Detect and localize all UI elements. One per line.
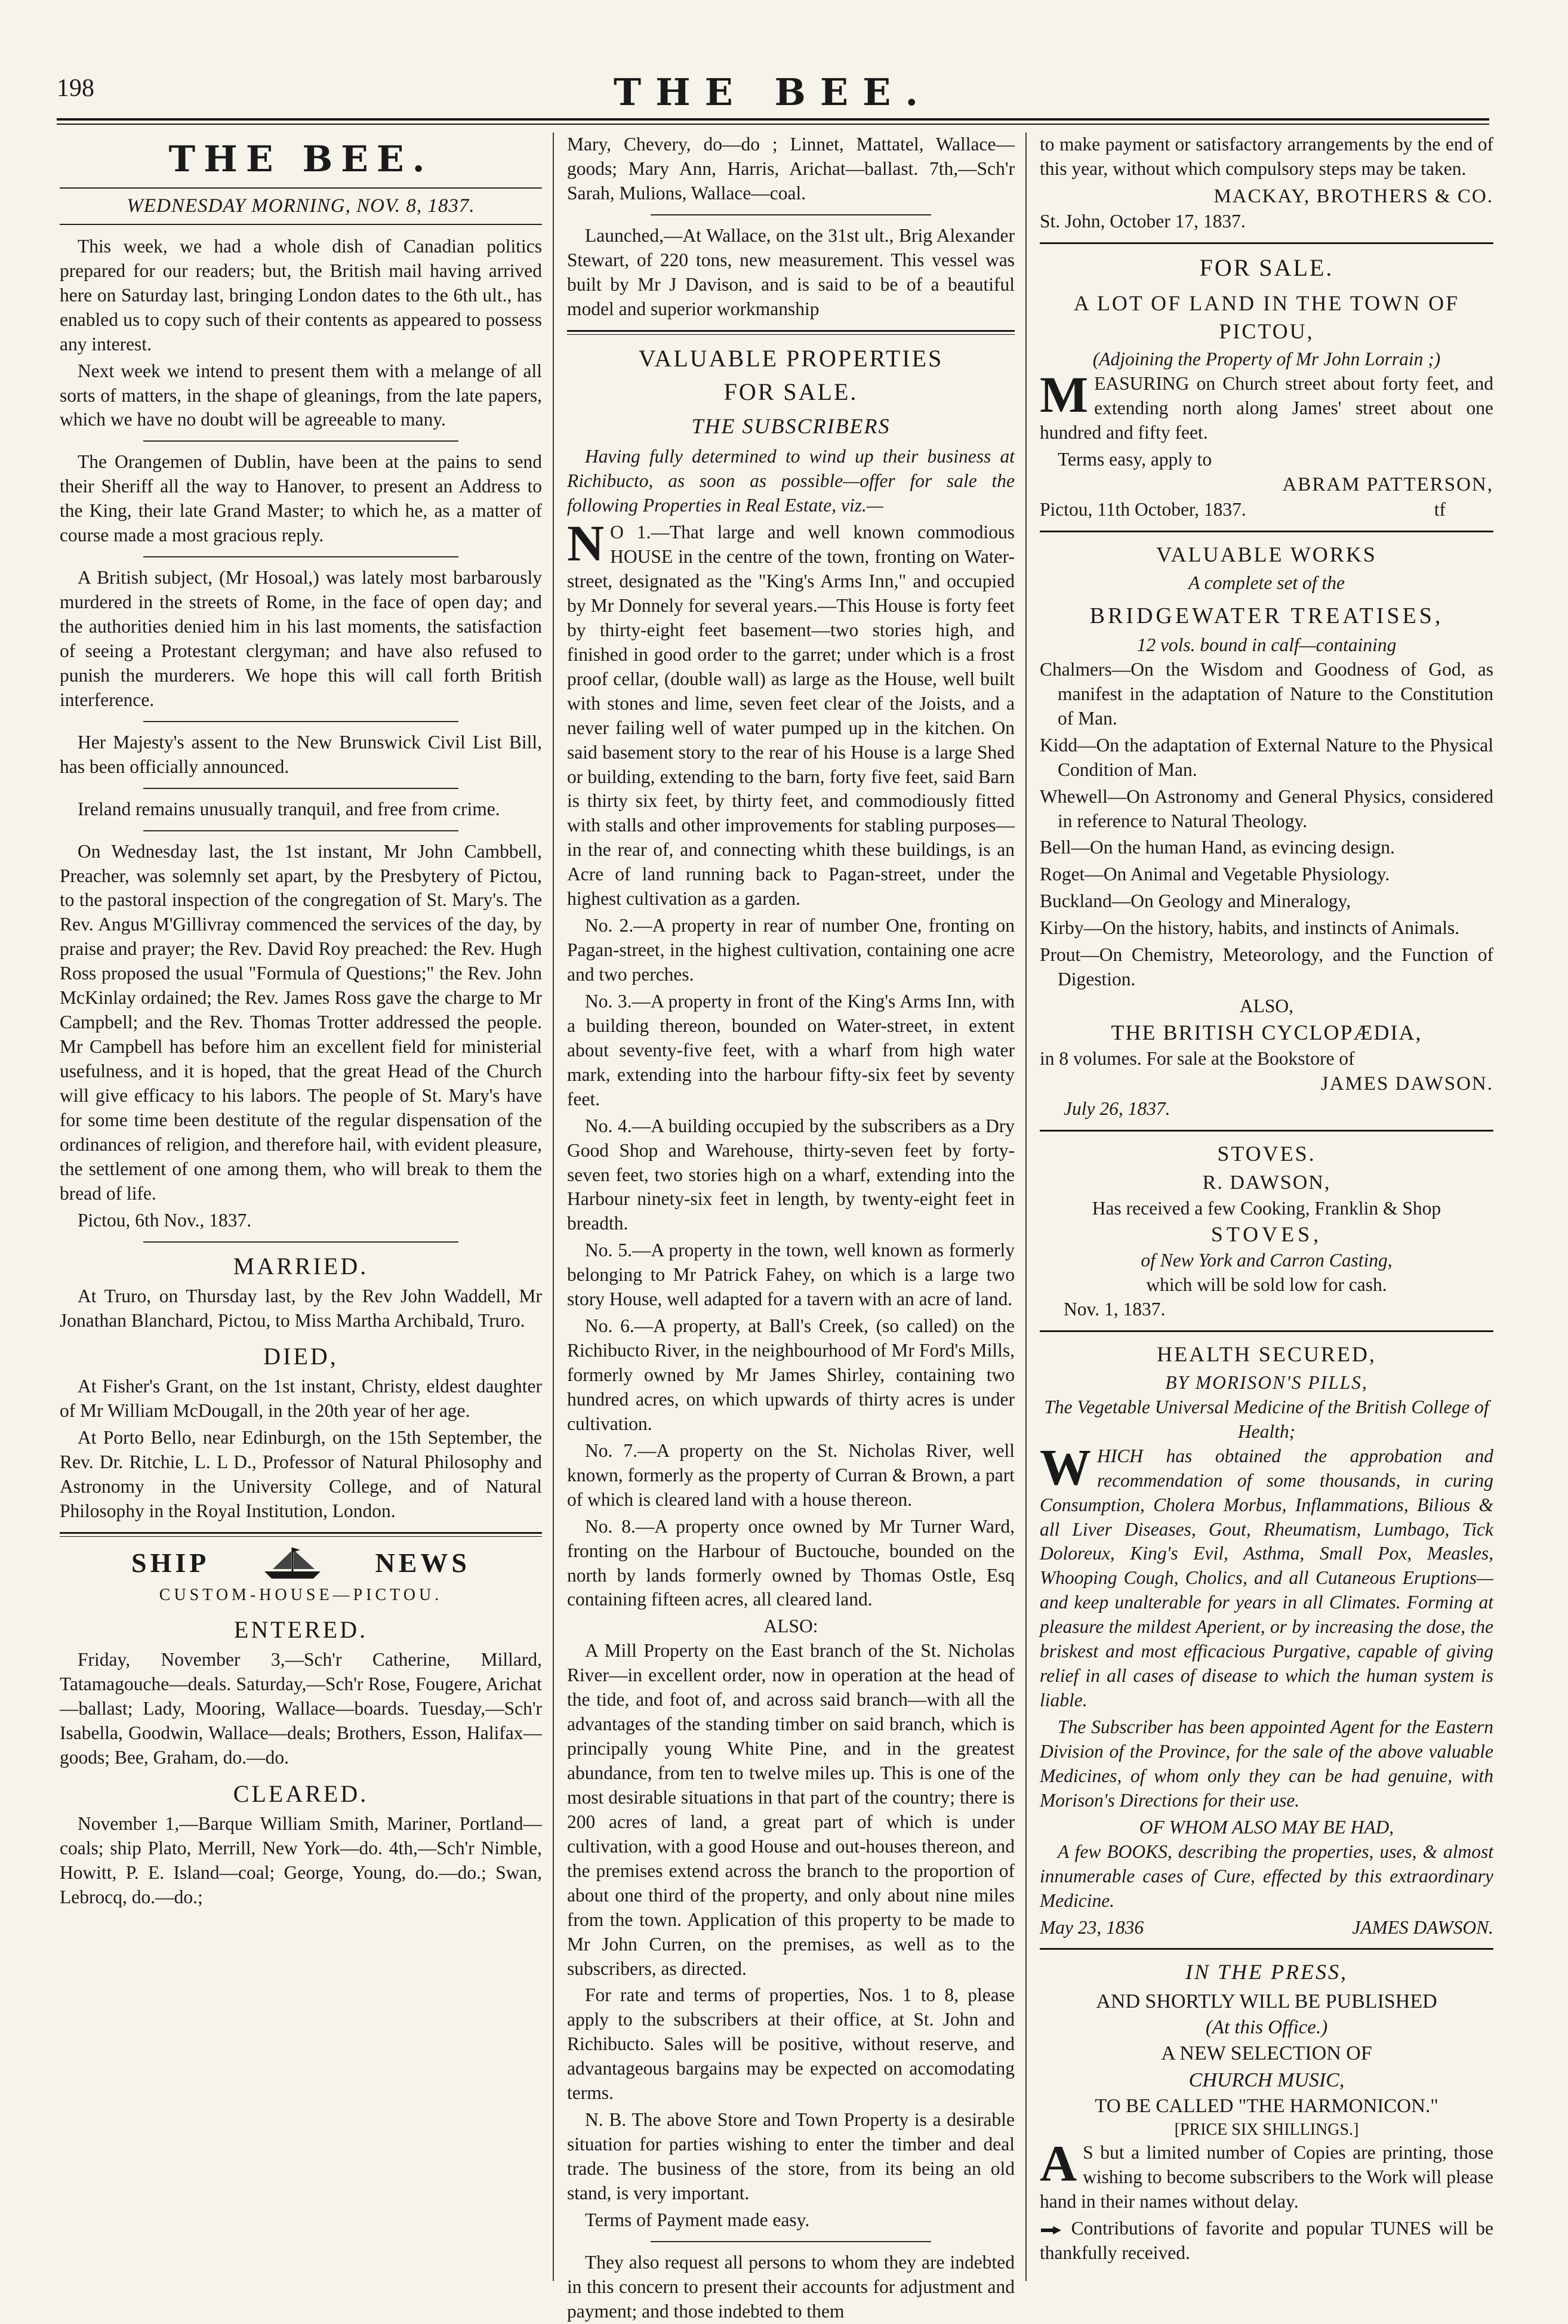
- column-2: [567, 132, 1015, 2322]
- press-heading: IN THE PRESS,: [1185, 1960, 1348, 1984]
- press-price: [PRICE SIX SHILLINGS.]: [1174, 2120, 1359, 2139]
- drop-cap: M: [1040, 366, 1089, 424]
- works-also: ALSO,: [1239, 995, 1294, 1017]
- works-list-item: Roget—On Animal and Vegetable Physiology.: [1040, 864, 1390, 885]
- property-item: N O 1.—That large and well known commodious HOUSE in the centre of the town, fronting on Water-street, designated as the "King's Arms Inn," and occupied by Mr Donnely for several years.—This House is forty feet by thirty-eight feet basement—two stories high, and finished in good order to the garret; under which is a frost proof cellar, (double wall) as large as the House, well built with stones and lime, seven feet clear of the Joists, and a never failing well of water pumped up in the kitchen. On said basement story to the rear of his House is a large Shed or building, extending to the barn, forty five feet, said Barn is thirty six feet, by thirty feet, and commodiously fitted with stalls and other improvements for stabling purposes—in the rear of, and connecting whith these buildings, is an Acre of land running back to Pagan-street, under the highest cultivation as a garden.: [567, 514, 1015, 910]
- editorial-title: THE BEE.: [168, 138, 433, 180]
- subscribers-heading: THE SUBSCRIBERS: [691, 414, 891, 438]
- property-item: No. 7.—A property on the St. Nicholas River, well known, formerly as the property of Curran & Brown, a part of which is cleared land with a house thereon.: [567, 1440, 1015, 1510]
- press-line: A NEW SELECTION OF: [1161, 2042, 1372, 2065]
- article-paragraph: On Wednesday last, the 1st instant, Mr John Cambbell, Preacher, was solemnly set apart, by the Presbytery of Pictou, to the pastoral inspection of the congregation of St. Mary's. The Rev. Angus M'Gillivray commenced the services of the day, by praise and prayer; the Rev. David Roy preached: the Rev. Hugh Ross proposed the usual "Formula of Questions;" the Rev. John McKinlay ordained; the Rev. James Ross gave the charge to Mr Campbell; and the Rev. Thomas Trotter addressed the people. Mr Campbell has before him an excellent field for ministerial usefulness, and it is hoped, that the great Head of the Church will give efficacy to his labors. The people of St. Mary's have for some time been destitute of the regular dispensation of the ordinances of religion, and therefore hail, with evident pleasure, the settlement of one among them, who will break to them the bread of life.: [60, 840, 542, 1204]
- property-item: No. 8.—A property once owned by Mr Turner Ward, fronting on the Harbour of Buctouche, bounded on the north by lands formerly owned by Thomas Ostle, Esq containing fifteen acres, all cleared land.: [567, 1515, 1015, 1610]
- health-also: OF WHOM ALSO MAY BE HAD,: [1139, 1816, 1394, 1838]
- divider: [143, 788, 458, 789]
- cleared-heading: CLEARED.: [233, 1780, 369, 1808]
- works-list-item: Kidd—On the adaptation of External Nature to the Physical Condition of Man.: [1040, 734, 1493, 780]
- lot-terms: Terms easy, apply to: [1058, 449, 1212, 470]
- cleared-list-continued: Mary, Chevery, do—do ; Linnet, Mattatel, Wallace—goods; Mary Ann, Harris, Arichat—ballast. 7th,—Sch'r Sarah, Mulions, Wallace—coal.: [567, 134, 1015, 204]
- masthead: THE BEE.: [613, 70, 933, 114]
- works-list-item: Kirby—On the history, habits, and instincts of Animals.: [1040, 917, 1460, 939]
- divider: [1040, 1948, 1493, 1950]
- married-heading: MARRIED.: [233, 1252, 369, 1280]
- stoves-title: STOVES,: [1210, 1222, 1323, 1247]
- article-paragraph: Ireland remains unusually tranquil, and free from crime.: [78, 798, 500, 819]
- stoves-seller: R. DAWSON,: [1202, 1172, 1331, 1194]
- page-header: [57, 70, 1489, 112]
- stoves-text: Has received a few Cooking, Franklin & Shop: [1092, 1197, 1441, 1219]
- press-line: TO BE CALLED "THE HARMONICON.": [1095, 2095, 1438, 2117]
- health-text: HICH has obtained the approbation and recommendation of some thousands, in curing Consumption, Cholera Morbus, Inflammations, Bilious & all Liver Diseases, Gout, Rheumatism, Lumbago, Tick Doloreux, King's Evil, Asthma, Small Pox, Measles, Whooping Cough, Cholics, and all Cutaneous Eruptions—and keep unalterable for years in all Climates. Forming at pleasure the mildest Aperient, or by increasing the dose, the briskest and most efficacious Purgative, capable of giving relief in all cases of disease to which the human system is liable.: [1040, 1445, 1493, 1711]
- works-heading: VALUABLE WORKS: [1156, 542, 1377, 566]
- works-title: BRIDGEWATER TREATISES,: [1089, 603, 1444, 628]
- cyclopaedia-title: THE BRITISH CYCLOPÆDIA,: [1111, 1021, 1422, 1044]
- column-divider: [1025, 132, 1027, 2281]
- for-sale-heading: FOR SALE.: [1199, 254, 1334, 281]
- cleared-list: November 1,—Barque William Smith, Mariner, Portland—coals; ship Plato, Merrill, New York—do. 4th,—Sch'r Nimble, Howitt, P. E. Island—coal; George, Young, do.—do.; Swan, Lebrocq, do.—do.;: [60, 1813, 542, 1907]
- property-item: No. 4.—A building occupied by the subscribers as a Dry Good Shop and Warehouse, thirty-seven feet by forty-seven feet, two stories high on a wharf, extending into the Harbour ninety-six feet in length, by twenty-eight feet in breadth.: [567, 1115, 1015, 1234]
- article-paragraph: This week, we had a whole dish of Canadian politics prepared for our readers; but, the British mail having arrived here on Saturday last, bringing London dates to the 6th ult., has enabled us to copy such of their contents as appeared to possess any interest.: [60, 235, 542, 355]
- property-item: No. 6.—A property, at Ball's Creek, (so called) on the Richibucto River, in the neighbourhood of Mr Ford's Mills, formerly owned by Mr James Shirley, containing two hundred acres, on which upwards of thirty acres is under cultivation.: [567, 1315, 1015, 1434]
- advert-date: St. John, October 17, 1837.: [1040, 210, 1246, 232]
- press-contributions: Contributions of favorite and popular TUNES will be thankfully received.: [1040, 2217, 1493, 2263]
- stoves-origin: of New York and Carron Casting,: [1141, 1250, 1393, 1271]
- page-number: 198: [57, 75, 94, 102]
- header-rule: [57, 118, 1489, 121]
- terms-paragraph: For rate and terms of properties, Nos. 1 to 8, please apply to the subscribers at their office, at St. John and Richibucto. Sales will be positive, without reserve, and advantageous bargains may be expected on accomodating terms.: [567, 1984, 1015, 2104]
- health-date: May 23, 1836: [1040, 1916, 1144, 1938]
- drop-cap: N: [567, 514, 605, 572]
- header-rule-thin: [57, 124, 1489, 125]
- launched-notice: Launched,—At Wallace, on the 31st ult., Brig Alexander Stewart, of 220 tons, new measurement. This vessel was built by Mr J Davison, and is said to be of a beautiful model and superior workmanship: [567, 224, 1015, 319]
- terms-payment: Terms of Payment made easy.: [585, 2209, 810, 2230]
- divider: [1040, 531, 1493, 532]
- article-paragraph: Her Majesty's assent to the New Brunswick Civil List Bill, has been officially announced.: [60, 731, 542, 777]
- health-by: BY MORISON'S PILLS,: [1165, 1371, 1368, 1393]
- died-heading: DIED,: [263, 1343, 338, 1370]
- works-list-item: Bell—On the human Hand, as evincing design.: [1040, 837, 1395, 858]
- properties-heading: VALUABLE PROPERTIES: [638, 344, 944, 372]
- divider: [1040, 242, 1493, 244]
- drop-cap: A: [1040, 2134, 1077, 2192]
- lot-date: Pictou, 11th October, 1837.: [1040, 498, 1246, 520]
- lot-subheading: (Adjoining the Property of Mr John Lorrain ;): [1092, 349, 1441, 370]
- also-heading: ALSO:: [763, 1616, 818, 1637]
- divider: [1040, 1130, 1493, 1132]
- died-notice: At Fisher's Grant, on the 1st instant, Christy, eldest daughter of Mr William McDougall, in the 20th year of her age.: [60, 1376, 542, 1422]
- lot-text: EASURING on Church street about forty feet, and extending north along James' street about one hundred and fifty feet.: [1040, 373, 1493, 443]
- married-notice: At Truro, on Thursday last, by the Rev John Waddell, Mr Jonathan Blanchard, Pictou, to Miss Martha Archibald, Truro.: [60, 1285, 542, 1331]
- request-continued: to make payment or satisfactory arrangements by the end of this year, without which compulsory steps may be taken.: [1040, 134, 1493, 179]
- pointing-hand-icon: [1040, 2224, 1064, 2237]
- works-date: July 26, 1837.: [1064, 1098, 1170, 1119]
- divider: [651, 214, 931, 215]
- article-paragraph: A British subject, (Mr Hosoal,) was lately most barbarously murdered in the streets of Rome, in the face of open day; and the authorities denied him in his last moments, the satisfaction of seeing a Protestant clergyman; and have also refused to punish the murderers. We hope this will call forth British interference.: [60, 567, 542, 710]
- section-divider: [60, 1532, 542, 1537]
- lot-tf: tf: [1434, 498, 1446, 520]
- entered-list: Friday, November 3,—Sch'r Catherine, Millard, Tatamagouche—deals. Saturday,—Sch'r Rose, Fougere, Arichat—ballast; Lady, Mooring, Wallace—boards. Tuesday,—Sch'r Isabella, Goodwin, Wallace—deals; Brothers, Esson, Halifax—goods; Bee, Graham, do.—do.: [60, 1649, 542, 1768]
- lot-heading: A LOT OF LAND IN THE TOWN OF PICTOU,: [1073, 291, 1460, 343]
- lot-signature: ABRAM PATTERSON,: [1282, 473, 1493, 495]
- section-divider: [567, 330, 1015, 335]
- divider: [143, 721, 458, 722]
- divider: [143, 830, 458, 831]
- article-paragraph: The Orangemen of Dublin, have been at the pains to send their Sheriff all the way to Hanover, to present an Address to the King, their late Grand Master; to which he, as a matter of course made a most gracious reply.: [60, 451, 542, 546]
- property-item: No. 3.—A property in front of the King's Arms Inn, with a building thereon, bounded on Water-street, in extent about seventy-five feet, with a wharf from high water mark, extending into the harbour fifty-six feet by seventy feet.: [567, 990, 1015, 1109]
- works-signature: JAMES DAWSON.: [1320, 1072, 1493, 1095]
- dateline: WEDNESDAY MORNING, NOV. 8, 1837.: [60, 187, 542, 225]
- column-1: [60, 132, 542, 2281]
- press-line: CHURCH MUSIC,: [1188, 2069, 1345, 2091]
- drop-cap: W: [1040, 1438, 1091, 1496]
- died-notice: At Porto Bello, near Edinburgh, on the 15th September, the Rev. Dr. Ritchie, L. L D., Professor of Natural Philosophy and Astronomy in the University College, and of Natural Philosophy in the Royal Institution, London.: [60, 1427, 542, 1522]
- health-books: A few BOOKS, describing the properties, uses, & almost innumerable cases of Cure, effected by this extraordinary Medicine.: [1040, 1841, 1493, 1911]
- stoves-date: Nov. 1, 1837.: [1064, 1299, 1166, 1320]
- advert-signature: MACKAY, BROTHERS & CO.: [1213, 185, 1493, 207]
- ship-heading-right: NEWS: [375, 1548, 470, 1579]
- nb-paragraph: N. B. The above Store and Town Property is a desirable situation for parties wishing to enter the timber and deal trade. The business of the store, from its being an old stand, is very important.: [567, 2109, 1015, 2203]
- health-heading: HEALTH SECURED,: [1157, 1342, 1376, 1367]
- divider: [143, 556, 458, 557]
- cyclopaedia-volumes: in 8 volumes. For sale at the Bookstore of: [1040, 1047, 1355, 1069]
- divider: [143, 1241, 458, 1243]
- properties-subheading: FOR SALE.: [723, 378, 858, 405]
- press-line: (At this Office.): [1205, 2017, 1328, 2039]
- custom-house-heading: CUSTOM-HOUSE—PICTOU.: [159, 1586, 443, 1605]
- article-paragraph: Next week we intend to present them with a melange of all sorts of matters, in the shape of gleanings, from the late papers, which we have no doubt will be agreeable to many.: [60, 360, 542, 430]
- column-divider: [553, 132, 554, 2281]
- properties-intro: Having fully determined to wind up their business at Richibucto, as soon as possible—offer for sale the following Properties in Real Estate, viz.—: [567, 446, 1015, 516]
- press-line: AND SHORTLY WILL BE PUBLISHED: [1096, 1990, 1437, 2013]
- divider: [651, 2241, 931, 2242]
- divider: [143, 440, 458, 442]
- article-signature: Pictou, 6th Nov., 1837.: [78, 1209, 252, 1231]
- stoves-heading: STOVES.: [1217, 1141, 1316, 1166]
- health-signature: JAMES DAWSON.: [1352, 1916, 1493, 1938]
- works-subheading: A complete set of the: [1188, 572, 1345, 593]
- works-volumes: 12 vols. bound in calf—containing: [1136, 634, 1397, 655]
- property-item: No. 2.—A property in rear of number One, fronting on Pagan-street, in the highest cultivation, containing one acre and two perches.: [567, 915, 1015, 985]
- ship-heading-left: SHIP: [131, 1548, 210, 1579]
- entered-heading: ENTERED.: [233, 1616, 368, 1644]
- stoves-sold: which will be sold low for cash.: [1146, 1274, 1387, 1296]
- ship-icon: [260, 1545, 325, 1581]
- works-list-item: Buckland—On Geology and Mineralogy,: [1040, 890, 1351, 912]
- press-text: S but a limited number of Copies are printing, those wishing to become subscribers to the Work will please hand in their names without delay.: [1040, 2141, 1493, 2212]
- health-subheading: The Vegetable Universal Medicine of the British College of Health;: [1044, 1396, 1489, 1442]
- works-list-item: Chalmers—On the Wisdom and Goodness of God, as manifest in the adaptation of Nature to the Constitution of Man.: [1040, 658, 1493, 729]
- mill-property: A Mill Property on the East branch of the St. Nicholas River—in excellent order, now in operation at the head of the tide, and foot of, and across said branch—with all the advantages of the standing timber on said branch, which is principally young White Pine, and in the greatest abundance, from ten to twelve miles up. This is one of the most desirable situations in that part of the country; there is 200 acres of land, a great part of which is under cultivation, with a good House and out-houses thereon, and the premises extend across the branch to the proportion of about one third of the property, and only about nine miles from the town. Application of this property to be made to Mr John Curren, on the premises, as well as to the subscribers, as directed.: [567, 1640, 1015, 1979]
- works-list-item: Prout—On Chemistry, Meteorology, and the Function of Digestion.: [1040, 944, 1493, 990]
- ship-news-heading: [60, 1545, 542, 1581]
- request-paragraph: They also request all persons to whom they are indebted in this concern to present their accounts for adjustment and payment; and those indebted to them: [567, 2251, 1015, 2322]
- column-3: [1040, 132, 1493, 2281]
- health-agent: The Subscriber has been appointed Agent for the Eastern Division of the Province, for the sale of the above valuable Medicines, of whom only they can be had genuine, with Morison's Directions for their use.: [1040, 1716, 1493, 1811]
- divider: [1040, 1330, 1493, 1332]
- works-list-item: Whewell—On Astronomy and General Physics, considered in reference to Natural Theology.: [1040, 785, 1493, 831]
- property-item: No. 5.—A property in the town, well known as formerly belonging to Mr Patrick Fahey, on which is a large two story House, well adapted for a tavern with an acre of land.: [567, 1240, 1015, 1310]
- works-list: [1040, 658, 1493, 992]
